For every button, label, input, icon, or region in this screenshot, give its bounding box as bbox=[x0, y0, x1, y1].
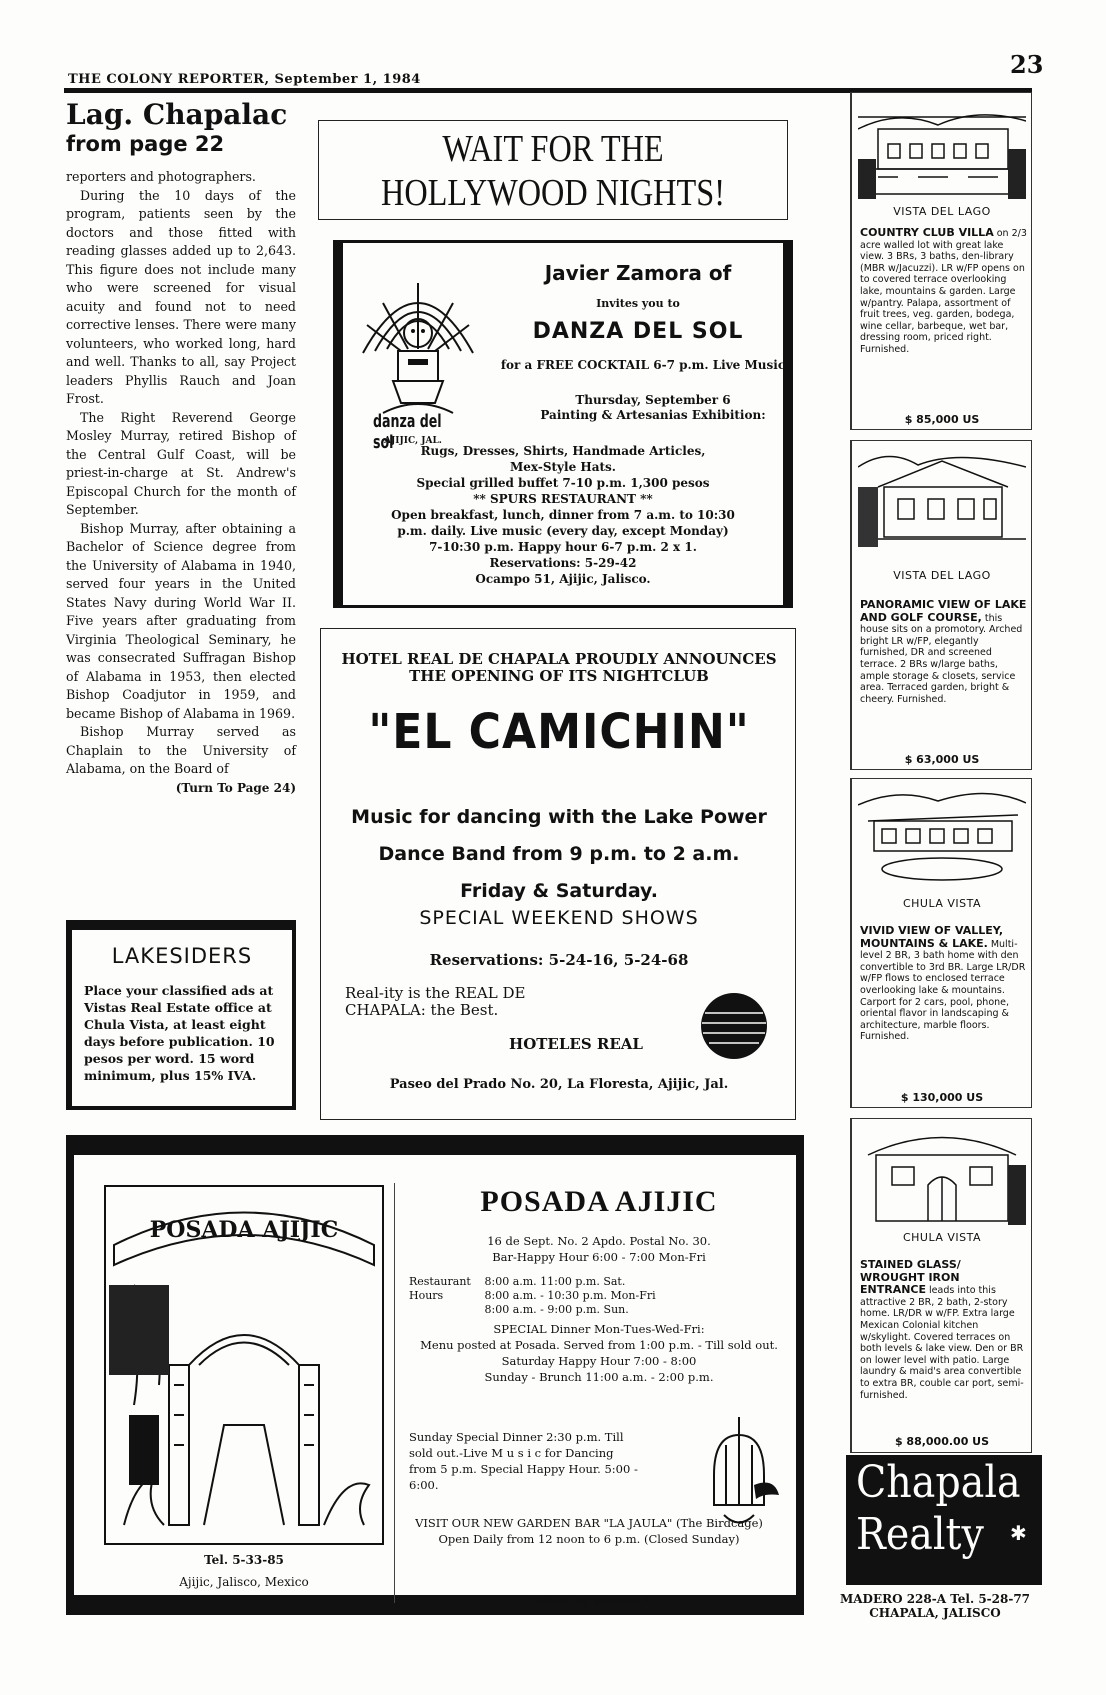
posada-gate-illustration bbox=[104, 1185, 384, 1545]
panoramic-house-illustration bbox=[858, 447, 1026, 547]
lakesiders-text: Place your classified ads at Vistas Real Estate office at Chula Vista, at least eight days before publication. 10 pesos per word. 15 word minimum, plus 15% IVA. bbox=[84, 983, 275, 1083]
posada-garden-bar: VISIT OUR NEW GARDEN BAR "LA JAULA" (The Birdcage) Open Daily from 12 noon to 6 p.m. (Closed Sunday) bbox=[415, 1516, 763, 1546]
listing-price: $ 88,000.00 US bbox=[894, 1435, 990, 1448]
danza-line: Open breakfast, lunch, dinner from 7 a.m. to 10:30 bbox=[391, 508, 735, 522]
listing-details: this house sits on a promotory. Arched bright LR w/FP, elegantly furnished, DR and screened terrace. 2 BRs w/large baths, ample storage & closets, service area. Terraced garden, bright & cheery. Furnished. bbox=[860, 612, 1023, 705]
listing-description bbox=[860, 227, 1028, 356]
listing-vivid-view bbox=[850, 778, 1032, 1108]
posada-location: Ajijic, Jalisco, Mexico bbox=[179, 1575, 309, 1589]
camichin-music bbox=[321, 799, 797, 910]
chapala-realty-logo bbox=[846, 1455, 1042, 1585]
danza-invites: Invites you to bbox=[596, 297, 680, 310]
chapala-realty-name: Chapala Realty bbox=[856, 1457, 1021, 1560]
danza-line: Ocampo 51, Ajijic, Jalisco. bbox=[475, 572, 651, 586]
article-column bbox=[66, 100, 296, 797]
listing-details: leads into this attractive 2 BR, 2 bath, 2-story home. LR/DR w w/FP. Extra large Mexican Colonial kitchen w/skylight. Covered terraces on both levels & lake view. Den or BR on lower level with patio. Large laundry & maid's area convertible to extra BR, couble car port, semi-furnished. bbox=[860, 1285, 1024, 1401]
danza-event bbox=[533, 393, 773, 423]
listing-details: Multi-level 2 BR, 3 bath home with den convertible to 3rd BR. Large LR/DR w/FP flows to enclosed terrace overlooking lake & mountains. Carport for 2 cars, pool, phone, oriental flavor in landscaping & architecture, marble floors. Furnished. bbox=[860, 938, 1026, 1043]
danza-line: Special grilled buffet 7-10 p.m. 1,300 pesos bbox=[416, 476, 710, 490]
posada-brunch: Sunday - Brunch 11:00 a.m. - 2:00 p.m. bbox=[484, 1370, 714, 1384]
danza-del-sol-ad bbox=[333, 240, 793, 608]
danza-details bbox=[343, 443, 783, 587]
posada-piano: * Piano by Manuel * bbox=[527, 1595, 651, 1608]
hollywood-line-1: WAIT FOR THE bbox=[442, 128, 664, 170]
posada-tel: Tel. 5-33-85 bbox=[204, 1553, 284, 1567]
posada-special-dinner: SPECIAL Dinner Mon-Tues-Wed-Fri: bbox=[493, 1322, 705, 1336]
posada-menu: Menu posted at Posada. Served from 1:00 p.m. - Till sold out. bbox=[420, 1338, 778, 1352]
continued-note: (Turn To Page 24) bbox=[175, 780, 296, 795]
danza-line: p.m. daily. Live music (every day, except Monday) bbox=[397, 524, 729, 538]
camichin-headline: HOTEL REAL DE CHAPALA PROUDLY ANNOUNCES THE OPENING OF ITS NIGHTCLUB bbox=[341, 650, 777, 685]
posada-sign-text: POSADA AJIJIC bbox=[149, 1217, 339, 1243]
posada-divider bbox=[394, 1183, 395, 1603]
article-paragraph: reporters and photographers. bbox=[66, 169, 256, 184]
camichin-music-line: Dance Band from 9 p.m. to 2 a.m. bbox=[378, 843, 740, 865]
danza-line: Reservations: 5-29-42 bbox=[489, 556, 637, 570]
listing-lead: VIVID VIEW OF VALLEY, MOUNTAINS & LAKE. bbox=[860, 924, 1004, 950]
danza-exhibition: Painting & Artesanias Exhibition: bbox=[540, 408, 766, 422]
sun-fan-logo-icon bbox=[353, 263, 483, 423]
article-body bbox=[66, 168, 296, 797]
danza-host: Javier Zamora of bbox=[544, 261, 732, 285]
listing-details: on 2/3 acre walled lot with great lake view. 3 BRs, 3 baths, den-library (MBR w/Jacuzzi). LR w/FP opens on to covered terrace overlooking lake, mountains & garden. Large w/pantry. Palapa, assortment of fruit trees, veg. garden, bodega, wine cellar, barbeque, wet bar, dressing room, priced right. Furnished. bbox=[860, 228, 1027, 355]
listing-country-club-villa bbox=[850, 92, 1032, 430]
danza-line: Rugs, Dresses, Shirts, Handmade Articles, bbox=[420, 444, 706, 458]
posada-hours-line: 8:00 a.m. 11:00 p.m. Sat. bbox=[484, 1275, 626, 1288]
posada-ajijic-ad bbox=[66, 1135, 804, 1615]
hoteles-real-logo-icon bbox=[699, 991, 769, 1061]
article-paragraph: Bishop Murray served as Chaplain to the University of Alabama, on the Board of bbox=[66, 724, 296, 776]
camichin-name: "EL CAMICHIN" bbox=[368, 704, 750, 760]
hoteles-real-brand: HOTELES REAL bbox=[509, 1035, 643, 1053]
chapala-address-line-2: CHAPALA, JALISCO bbox=[869, 1606, 1001, 1620]
chula-vista-house-illustration bbox=[858, 785, 1026, 885]
danza-line: Mex-Style Hats. bbox=[510, 460, 616, 474]
camichin-special: SPECIAL WEEKEND SHOWS bbox=[419, 907, 699, 929]
listing-caption: CHULA VISTA bbox=[902, 897, 982, 910]
article-title: Lag. Chapalac bbox=[66, 98, 288, 131]
posada-sunday-special: Sunday Special Dinner 2:30 p.m. Till sold out.-Live M u s i c for Dancing from 5 p.m. Special Happy Hour. 5:00 - 6:00. bbox=[409, 1430, 638, 1492]
listing-lead: COUNTRY CLUB VILLA bbox=[860, 226, 994, 239]
danza-logo-text: danza del sol bbox=[373, 411, 442, 453]
article-paragraph: Bishop Murray, after obtaining a Bachelor of Science degree from the University of Alabama in 1940, served four years in the United States Navy during World War II. Five years after graduating from Virginia Theological Seminary, he was consecrated Suffragan Bishop of Alabama in 1953, then elected Bishop Coadjutor in 1959, and became Bishop of Alabama in 1969. bbox=[66, 520, 296, 721]
listing-lead: STAINED GLASS/ WROUGHT IRON ENTRANCE bbox=[860, 1258, 961, 1297]
listing-description bbox=[860, 599, 1028, 705]
listing-price: $ 63,000 US bbox=[904, 753, 980, 766]
camichin-address: Paseo del Prado No. 20, La Floresta, Ajijic, Jal. bbox=[389, 1077, 729, 1092]
posada-address-block bbox=[409, 1233, 789, 1265]
listing-caption: VISTA DEL LAGO bbox=[893, 569, 991, 582]
listing-price: $ 130,000 US bbox=[900, 1091, 984, 1104]
listing-price: $ 85,000 US bbox=[904, 413, 980, 426]
listing-lead: PANORAMIC VIEW OF LAKE AND GOLF COURSE, bbox=[860, 598, 1027, 624]
posada-title: POSADA AJIJIC bbox=[480, 1185, 718, 1218]
chapala-address-line-1: MADERO 228-A Tel. 5-28-77 bbox=[839, 1592, 1031, 1606]
listing-description bbox=[860, 925, 1028, 1043]
listing-caption: CHULA VISTA bbox=[902, 1231, 982, 1244]
hollywood-line-2: HOLLYWOOD NIGHTS! bbox=[381, 172, 725, 214]
lakesiders-title: LAKESIDERS bbox=[111, 944, 253, 968]
chapala-realty-address bbox=[830, 1592, 1040, 1620]
posada-restaurant-hours bbox=[409, 1275, 789, 1385]
posada-bar-happy-hour: Bar-Happy Hour 6:00 - 7:00 Mon-Fri bbox=[492, 1250, 706, 1264]
article-paragraph: During the 10 days of the program, patients seen by the doctors and those fitted with reading glasses added up to 2,643. This figure does not include many who were screened for visual acuity and found not to need corrective lenses. There were many volunteers, who worked long, hard and well. Thanks to all, say Project leaders Phyllis Rauch and Joan Frost. bbox=[66, 187, 296, 406]
article-paragraph: The Right Reverend George Mosley Murray, retired Bishop of the Central Gulf Coast, will be priest-in-charge at St. Andrew's Episcopal Church for the month of September. bbox=[66, 409, 296, 517]
lakesiders-classified-box bbox=[66, 920, 296, 1110]
camichin-reservations: Reservations: 5-24-16, 5-24-68 bbox=[429, 951, 689, 969]
danza-name: DANZA DEL SOL bbox=[532, 319, 744, 344]
danza-line: ** SPURS RESTAURANT ** bbox=[473, 492, 653, 506]
el-camichin-ad bbox=[320, 628, 796, 1120]
asterisk-icon: ✱ bbox=[1010, 1521, 1027, 1545]
danza-cocktail: for a FREE COCKTAIL 6-7 p.m. Live Music bbox=[500, 358, 786, 372]
posada-address: 16 de Sept. No. 2 Apdo. Postal No. 30. bbox=[487, 1234, 711, 1248]
hollywood-nights-ad bbox=[318, 120, 788, 220]
villa-house-illustration bbox=[858, 99, 1026, 199]
danza-line: 7-10:30 p.m. Happy hour 6-7 p.m. 2 x 1. bbox=[429, 540, 697, 554]
listing-description bbox=[860, 1259, 1028, 1401]
listing-panoramic-view bbox=[850, 440, 1032, 770]
masthead: THE COLONY REPORTER, September 1, 1984 bbox=[68, 72, 421, 87]
camichin-reality: Real-ity is the REAL DE CHAPALA: the Best. bbox=[345, 984, 526, 1019]
danza-logo-place: AJIJIC, JAL. bbox=[384, 436, 442, 446]
listing-stained-glass-entrance bbox=[850, 1118, 1032, 1453]
listing-caption: VISTA DEL LAGO bbox=[893, 205, 991, 218]
posada-hours-values bbox=[485, 1275, 656, 1317]
posada-hours-line: 8:00 a.m. - 9:00 p.m. Sun. bbox=[484, 1303, 629, 1316]
article-subtitle: from page 22 bbox=[66, 132, 225, 156]
posada-specials bbox=[409, 1321, 789, 1385]
entrance-house-illustration bbox=[858, 1125, 1026, 1225]
danza-thursday: Thursday, September 6 bbox=[575, 393, 731, 407]
page-number: 23 bbox=[1010, 50, 1044, 79]
posada-saturday: Saturday Happy Hour 7:00 - 8:00 bbox=[501, 1354, 697, 1368]
posada-hours-line: 8:00 a.m. - 10:30 p.m. Mon-Fri bbox=[484, 1289, 656, 1302]
hollywood-headline bbox=[354, 121, 752, 215]
camichin-music-line: Music for dancing with the Lake Power bbox=[351, 806, 767, 828]
camichin-music-line: Friday & Saturday. bbox=[460, 880, 658, 902]
posada-hours-label: Restaurant Hours bbox=[409, 1275, 471, 1302]
